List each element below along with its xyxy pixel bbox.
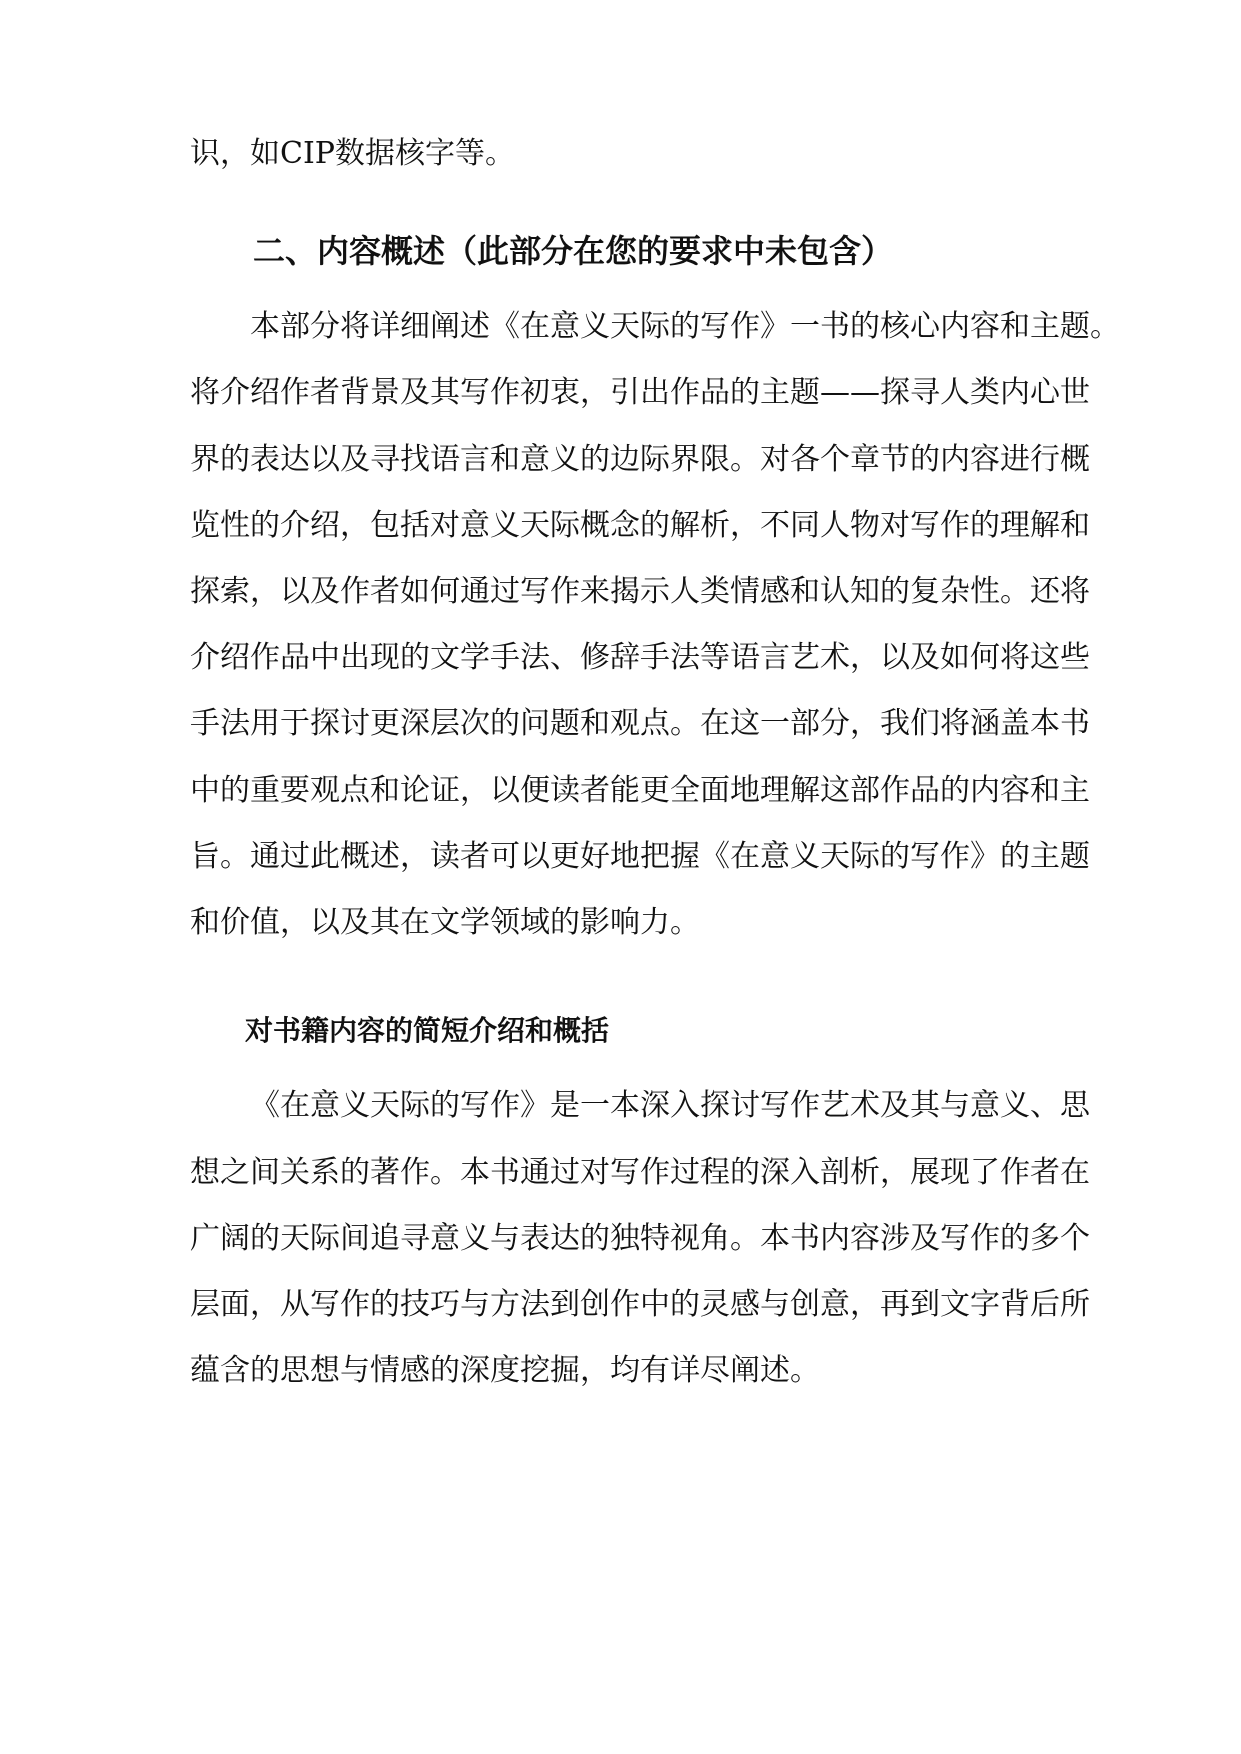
section-heading: 二、内容概述（此部分在您的要求中未包含） [253, 232, 894, 270]
summary-line: 蕴含的思想与情感的深度挖掘，均有详尽阐述。 [190, 1353, 820, 1388]
summary-line: 广阔的天际间追寻意义与表达的独特视角。本书内容涉及写作的多个 [190, 1221, 1090, 1256]
overview-line: 览性的介绍，包括对意义天际概念的解析，不同人物对写作的理解和 [190, 508, 1090, 543]
overview-line: 手法用于探讨更深层次的问题和观点。在这一部分，我们将涵盖本书 [190, 706, 1090, 741]
subheading: 对书籍内容的简短介绍和概括 [245, 1014, 610, 1047]
intro-tail-line: 识，如CIP数据核字等。 [190, 136, 515, 171]
summary-line: 《在意义天际的写作》是一本深入探讨写作艺术及其与意义、思 [250, 1088, 1090, 1123]
overview-line: 旨。通过此概述，读者可以更好地把握《在意义天际的写作》的主题 [190, 839, 1090, 874]
overview-line: 本部分将详细阐述《在意义天际的写作》一书的核心内容和主题。 [250, 309, 1120, 344]
overview-line: 将介绍作者背景及其写作初衷，引出作品的主题——探寻人类内心世 [190, 375, 1090, 410]
overview-line: 和价值，以及其在文学领域的影响力。 [190, 905, 700, 940]
overview-line: 中的重要观点和论证，以便读者能更全面地理解这部作品的内容和主 [190, 773, 1090, 808]
overview-line: 界的表达以及寻找语言和意义的边际界限。对各个章节的内容进行概 [190, 442, 1090, 477]
summary-line: 层面，从写作的技巧与方法到创作中的灵感与创意，再到文字背后所 [190, 1287, 1090, 1322]
overview-line: 介绍作品中出现的文学手法、修辞手法等语言艺术，以及如何将这些 [190, 640, 1090, 675]
summary-line: 想之间关系的著作。本书通过对写作过程的深入剖析，展现了作者在 [190, 1155, 1090, 1190]
overview-line: 探索，以及作者如何通过写作来揭示人类情感和认知的复杂性。还将 [190, 574, 1090, 609]
